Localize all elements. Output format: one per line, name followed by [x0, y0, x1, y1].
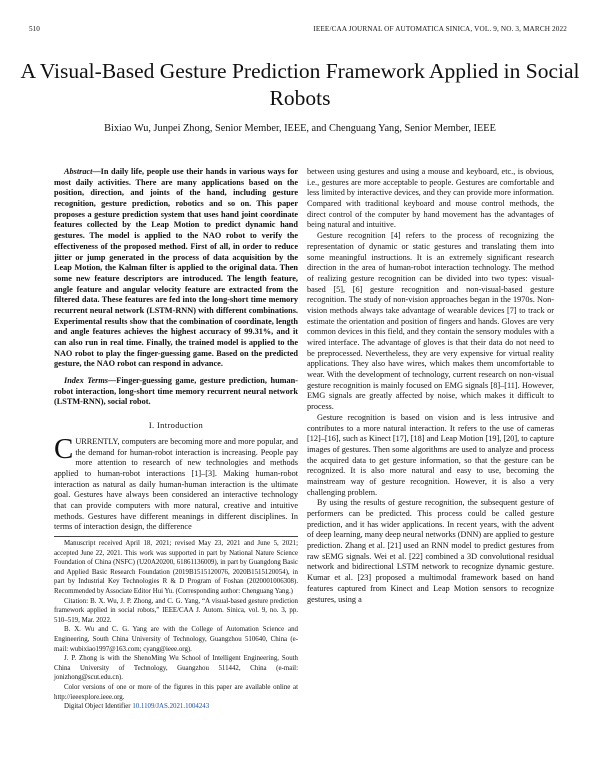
page-number: 510	[29, 25, 40, 33]
index-terms-label: Index Terms	[64, 376, 109, 386]
paper-title: A Visual-Based Gesture Prediction Framework Applied in Social Robots	[20, 59, 580, 110]
author-line: Bixiao Wu, Junpei Zhong, Senior Member, IEEE, and Chenguang Yang, Senior Member, IEEE	[104, 123, 496, 134]
abstract	[54, 167, 298, 370]
section-heading: I. Introduction	[148, 420, 204, 431]
abstract-label: Abstract	[64, 167, 93, 176]
drop-cap: C	[54, 432, 74, 465]
right-column	[307, 167, 554, 605]
footnote-doi	[54, 702, 298, 712]
body-paragraph-1: between using gestures and using a mouse and keyboard, etc., is obvious, i.e., gestures are more acceptable to people. Gestures are comfortable and less limited by interactive devices, and they can provide more information. Compared with traditional keyboard and mouse control methods, the direct control of the computer by hand movement has the advantages of being natural and intuitive.	[307, 167, 554, 230]
body-paragraph-2: Gesture recognition [4] refers to the process of recognizing the representation of dynamic or static gestures and translating them into some meaningful instructions. It is an extremely significant research direction in the area of human-robot interaction technology. The method of realizing gesture recognition can be divided into two types: visual-based [5], [6] gesture recognition and non-visual-based gesture recognition. The study of non-vision approaches began in the 1970s. Non-vision methods always take advantage of wearable devices [7] to track or estimate the orientation and position of fingers and hands. Gloves are very common devices in this field, and they contain the sensory modules with a wired interface. The advantage of gloves is that their data do not need to be preprocessed. Nevertheless, they are very expensive for virtual reality applications. They also have wires, which makes them uncomfortable to wear. With the development of technology, current research on non-visual gesture recognition is mainly focused on EMG signals [8]–[11]. However, EMG signals are greatly affected by noise, which makes it difficult to process.	[307, 231, 554, 412]
footnote-manuscript: Manuscript received April 18, 2021; revised May 23, 2021 and June 5, 2021; accepted June 22, 2021. This work was supported in part by National Nature Science Foundation of China (NSFC) (U20A20200, 61861136009), in part by Guangdong Basic and Applied Basic Research Foundation (2019B1515120076, 2020B1515120054), in part by Industrial Key Technologies R & D Program of Foshan (2020001006308). Recommended by Associate Editor Hui Yu. (Corresponding author: Chenguang Yang.)	[54, 540, 298, 595]
intro-paragraph	[54, 432, 298, 533]
footnotes	[54, 539, 298, 712]
doi-link[interactable]: 10.1109/JAS.2021.1004243	[132, 703, 210, 711]
footnote-color: Color versions of one or more of the figures in this paper are available online at http://ieeexplore.ieee.org.	[54, 683, 298, 701]
index-terms	[54, 376, 298, 408]
left-column	[54, 167, 298, 712]
body-paragraph-3: Gesture recognition is based on vision and is less intrusive and contributes to a more natural interaction. It refers to the use of cameras [12]–[16], such as Kinect [17], [18] and Leap Motion [19], [20], to capture images of gestures. Then some algorithms are used to analyze and process the acquired data to get gesture information, so that the gesture can be recognized. It is also more natural and easy to use, becoming the mainstream way of gesture recognition. However, it is also a very challenging problem.	[307, 412, 554, 497]
footnote-citation: Citation: B. X. Wu, J. P. Zhong, and C. G. Yang, “A visual-based gesture prediction framework applied in social robots,” IEEE/CAA J. Autom. Sinica, vol. 9, no. 3, pp. 510–519, Mar. 2022.	[54, 597, 298, 624]
footnote-rule	[54, 536, 298, 537]
footnote-affiliation-2: J. P. Zhong is with the ShenoMing Wu School of Intelligent Engineering, South China University of Technology, Guangzhou 511442, China (e-mail: jonizhong@scut.edu.cn).	[54, 655, 298, 682]
journal-header: IEEE/CAA JOURNAL OF AUTOMATICA SINICA, VOL. 9, NO. 3, MARCH 2022	[313, 25, 567, 33]
intro-text: , computers are becoming more and more popular, and the demand for human-robot interaction is increasing. People pay more attention to research of new technologies and methods applied to human-robot interactions [1]–[3]. Making human-robot interaction as natural as daily human-human interaction is the ultimate goal. Gestures have always been considered an interactive technology that can provide computers with more natural, creative and intuitive methods. Gestures have different meanings in different disciplines. In terms of interaction design, the difference	[54, 436, 298, 532]
index-terms-text: —Finger-guessing game, gesture prediction, human-robot interaction, long-short time memory recurrent neural network (LSTM-RNN), social robot.	[54, 376, 298, 407]
footnote-affiliation-1: B. X. Wu and C. G. Yang are with the College of Automation Science and Engineering, South China University of Technology, Guangzhou 510640, China (e-mail: wubixiao1997@163.com; cyang@ieee.org).	[54, 626, 298, 653]
abstract-text: —In daily life, people use their hands in various ways for most daily activities. There are many applications based on the position, direction, and joints of the hand, including gesture recognition, gesture prediction, robotics and so on. This paper proposes a gesture prediction system that uses hand joint coordinate features collected by the Leap Motion to predict dynamic hand gestures. The model is applied to the NAO robot to verify the effectiveness of the proposed method. First of all, in order to reduce jitter or jump generated in the process of data acquisition by the Leap Motion, the Kalman filter is applied to the original data. Then some new feature descriptors are introduced. The length feature, angle feature and angular velocity feature are extracted from the filtered data. These features are fed into the long-short time memory recurrent neural network (LSTM-RNN) with different combinations. Experimental results show that the combination of coordinate, length and angle features achieves the highest accuracy of 99.31%, and it can also run in real time. Finally, the trained model is applied to the NAO robot to play the finger-guessing game. Based on the predicted gesture, the NAO robot can respond in advance.	[54, 167, 298, 369]
body-paragraph-4: By using the results of gesture recognition, the subsequent gesture of performers can be predicted. This process could be called gesture prediction, and it has wider applications. In recent years, with the advent of deep learning, many deep neural networks (DNN) are applied to gesture prediction. Zhang et al. [21] used an RNN model to predict gestures from raw sEMG signals. Wei et al. [22] combined a 3D convolutional residual network and bidirectional LSTM network to recognize dynamic gesture. Kumar et al. [23] proposed a multimodal framework based on hand features captured from Kinect and Leap Motion sensors to recognize gestures, using a	[307, 498, 554, 604]
doi-label: Digital Object Identifier	[64, 703, 133, 711]
intro-first-word: URRENTLY	[75, 436, 118, 446]
